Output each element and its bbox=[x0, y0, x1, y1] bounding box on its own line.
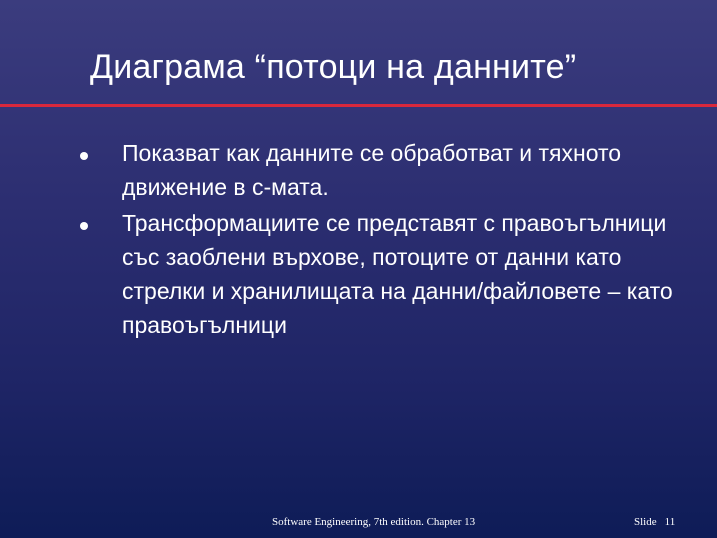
bullet-dot-icon bbox=[80, 152, 88, 160]
slide-label: Slide bbox=[634, 516, 657, 528]
bullet-item bbox=[80, 136, 680, 204]
slide-footer bbox=[0, 516, 717, 532]
title-divider bbox=[0, 104, 717, 107]
slide-title: Диаграма “потоци на данните” bbox=[90, 48, 577, 86]
slide-number: 11 bbox=[664, 516, 676, 528]
bullet-dot-icon bbox=[80, 222, 88, 230]
bullet-item bbox=[80, 206, 680, 342]
footer-book-title: Software Engineering, 7th edition. Chapter 13 bbox=[272, 516, 476, 528]
footer-slide-number bbox=[634, 516, 675, 528]
bullet-text: Показват как данните се обработват и тяхното движение в с-мата. bbox=[122, 140, 622, 200]
bullet-list bbox=[80, 136, 680, 344]
bullet-text: Трансформациите се представят с правоъгълници със заоблени върхове, потоците от данни като стрелки и хранилищата на данни/файловете – като правоъгълници bbox=[122, 210, 673, 338]
